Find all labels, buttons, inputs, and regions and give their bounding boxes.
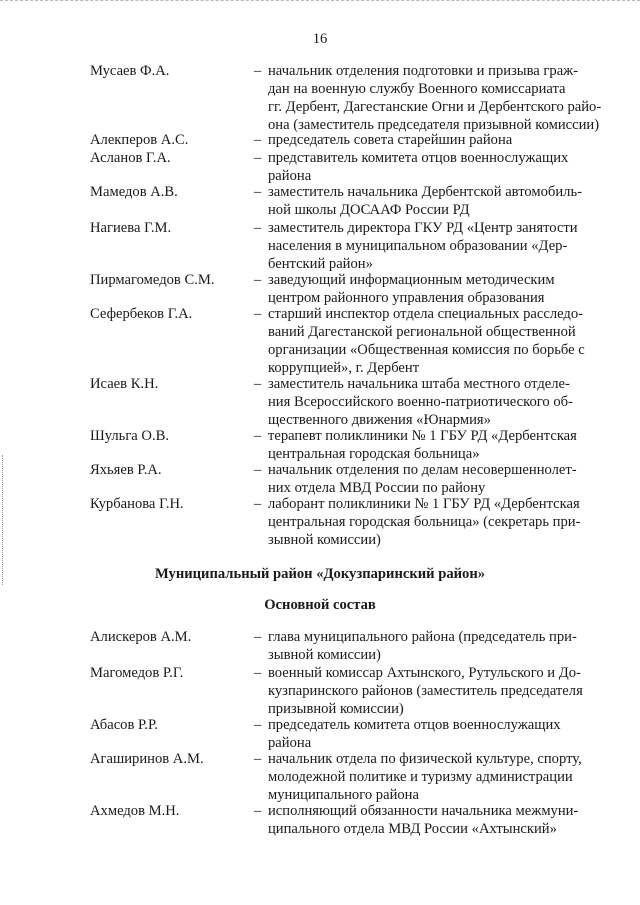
member-name: Агаширинов А.М. xyxy=(90,751,204,767)
dash-separator: – xyxy=(254,717,262,733)
role-line: призывной комиссии) xyxy=(268,701,404,717)
member-role xyxy=(268,427,605,463)
role-line: заместитель директора ГКУ РД «Центр занятости xyxy=(268,220,578,236)
role-line: председатель комитета отцов военнослужащих xyxy=(268,717,561,733)
member-entry xyxy=(90,664,605,718)
section-title: Муниципальный район «Докузпаринский район» xyxy=(154,566,486,582)
role-line: дан на военную службу Военного комиссариата xyxy=(268,81,566,97)
member-entry xyxy=(90,131,605,149)
member-name: Яхьяев Р.А. xyxy=(90,462,162,478)
role-line: центром районного управления образования xyxy=(268,290,545,306)
member-entry xyxy=(90,271,605,307)
member-role xyxy=(268,664,605,718)
member-entry xyxy=(90,716,605,752)
member-name: Курбанова Г.Н. xyxy=(90,496,184,512)
member-entry xyxy=(90,495,605,549)
member-name: Исаев К.Н. xyxy=(90,376,159,392)
member-name: Алискеров А.М. xyxy=(90,629,192,645)
member-name: Абасов Р.Р. xyxy=(90,717,158,733)
role-line: населения в муниципальном образовании «Дер- xyxy=(268,238,568,254)
member-name: Нагиева Г.М. xyxy=(90,220,172,236)
role-line: председатель совета старейшин района xyxy=(268,132,513,148)
member-role xyxy=(268,375,605,429)
role-line: кузпаринского районов (заместитель председателя xyxy=(268,683,583,699)
role-line: гг. Дербент, Дагестанские Огни и Дербентского райо- xyxy=(268,99,602,115)
role-line: ваний Дагестанской региональной общественной xyxy=(268,324,576,340)
role-line: центральная городская больница» (секретарь при- xyxy=(268,514,581,530)
dash-separator: – xyxy=(254,306,262,322)
role-line: военный комиссар Ахтынского, Рутульского и До- xyxy=(268,665,581,681)
member-name: Алекперов А.С. xyxy=(90,132,189,148)
member-role xyxy=(268,183,605,219)
role-line: начальник отделения по делам несовершеннолет- xyxy=(268,462,577,478)
role-line: муниципального района xyxy=(268,787,419,803)
dash-separator: – xyxy=(254,150,262,166)
member-entry xyxy=(90,750,605,804)
dash-separator: – xyxy=(254,428,262,444)
member-entry xyxy=(90,427,605,463)
dash-separator: – xyxy=(254,63,262,79)
role-line: заведующий информационным методическим xyxy=(268,272,555,288)
member-role xyxy=(268,802,605,838)
member-entry xyxy=(90,149,605,185)
member-role xyxy=(268,219,605,273)
member-role xyxy=(268,131,605,149)
member-entry xyxy=(90,219,605,273)
role-line: терапевт поликлиники № 1 ГБУ РД «Дербентская xyxy=(268,428,577,444)
role-line: глава муниципального района (председатель при- xyxy=(268,629,577,645)
dash-separator: – xyxy=(254,496,262,512)
member-role xyxy=(268,271,605,307)
member-name: Шульга О.В. xyxy=(90,428,169,444)
member-role xyxy=(268,716,605,752)
member-entry xyxy=(90,802,605,838)
dash-separator: – xyxy=(254,376,262,392)
role-line: лаборант поликлиники № 1 ГБУ РД «Дербентская xyxy=(268,496,580,512)
member-role xyxy=(268,149,605,185)
dash-separator: – xyxy=(254,220,262,236)
dash-separator: – xyxy=(254,272,262,288)
role-line: бентский район» xyxy=(268,256,373,272)
role-line: района xyxy=(268,168,312,184)
page-top-edge xyxy=(0,0,640,7)
member-role xyxy=(268,628,605,664)
role-line: заместитель начальника штаба местного отделе- xyxy=(268,376,570,392)
role-line: центральная городская больница» xyxy=(268,446,480,462)
role-line: исполняющий обязанности начальника межмуни- xyxy=(268,803,579,819)
member-role xyxy=(268,495,605,549)
dash-separator: – xyxy=(254,184,262,200)
dash-separator: – xyxy=(254,665,262,681)
member-entry xyxy=(90,62,605,134)
role-line: заместитель начальника Дербентской автомобиль- xyxy=(268,184,582,200)
member-entry xyxy=(90,461,605,497)
role-line: она (заместитель председателя призывной комиссии) xyxy=(268,117,600,133)
member-name: Магомедов Р.Г. xyxy=(90,665,184,681)
role-line: ния Всероссийского военно-патриотического об- xyxy=(268,394,573,410)
member-name: Мусаев Ф.А. xyxy=(90,63,170,79)
member-name: Ахмедов М.Н. xyxy=(90,803,180,819)
role-line: ной школы ДОСААФ России РД xyxy=(268,202,470,218)
role-line: начальник отдела по физической культуре, спорту, xyxy=(268,751,582,767)
dash-separator: – xyxy=(254,803,262,819)
role-line: старший инспектор отдела специальных расследо- xyxy=(268,306,583,322)
role-line: зывной комиссии) xyxy=(268,532,381,548)
member-name: Асланов Г.А. xyxy=(90,150,171,166)
member-name: Сефербеков Г.А. xyxy=(90,306,193,322)
member-role xyxy=(268,461,605,497)
role-line: молодежной политике и туризму администрации xyxy=(268,769,573,785)
dash-separator: – xyxy=(254,751,262,767)
subsection-title: Основной состав xyxy=(264,597,376,613)
role-line: организации «Общественная комиссия по борьбе с xyxy=(268,342,585,358)
role-line: щественного движения «Юнармия» xyxy=(268,412,491,428)
role-line: ципального отдела МВД России «Ахтынский» xyxy=(268,821,557,837)
member-role xyxy=(268,305,605,377)
member-role xyxy=(268,62,605,134)
dash-separator: – xyxy=(254,462,262,478)
member-entry xyxy=(90,183,605,219)
dash-separator: – xyxy=(254,132,262,148)
page-number: 16 xyxy=(312,31,328,47)
member-entry xyxy=(90,375,605,429)
role-line: района xyxy=(268,735,312,751)
member-name: Пирмагомедов С.М. xyxy=(90,272,215,288)
member-entry xyxy=(90,305,605,377)
role-line: представитель комитета отцов военнослужащих xyxy=(268,150,569,166)
role-line: зывной комиссии) xyxy=(268,647,381,663)
role-line: них отдела МВД России по району xyxy=(268,480,486,496)
member-entry xyxy=(90,628,605,664)
role-line: коррупцией», г. Дербент xyxy=(268,360,420,376)
dash-separator: – xyxy=(254,629,262,645)
role-line: начальник отделения подготовки и призыва граж- xyxy=(268,63,579,79)
member-role xyxy=(268,750,605,804)
member-name: Мамедов А.В. xyxy=(90,184,178,200)
